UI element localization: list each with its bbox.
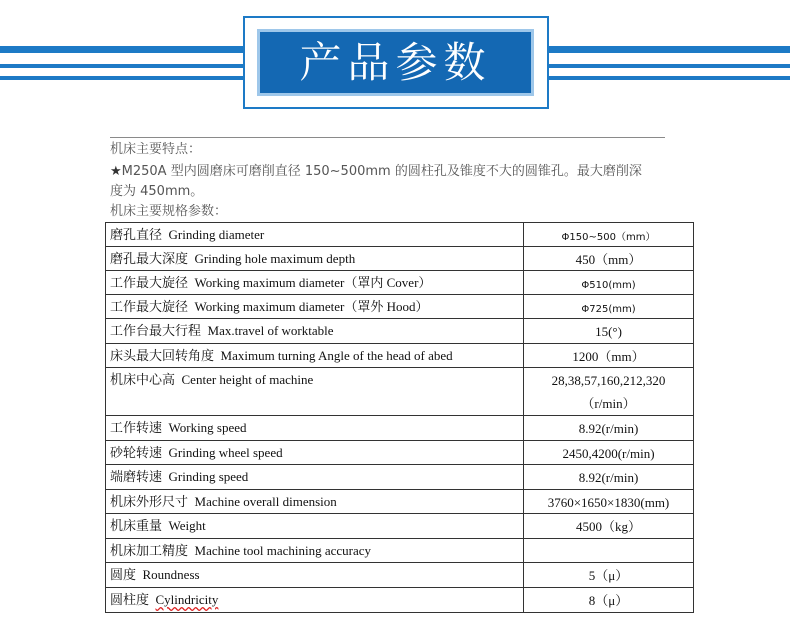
features-heading: 机床主要特点： (110, 142, 202, 157)
spec-value-cell (524, 441, 694, 465)
spec-name-cn: 床头最大回转角度 (110, 348, 215, 363)
spec-value-cell (524, 247, 694, 271)
spec-value: 8.92(r/min) (578, 470, 639, 485)
table-row (106, 271, 694, 295)
spec-name-cell (106, 514, 524, 539)
spec-name-en: Working maximum diameter（罩内 Cover） (194, 275, 432, 290)
table-row (106, 588, 694, 613)
spec-name-en: Center height of machine (181, 372, 314, 387)
star-icon: ★ (110, 164, 122, 179)
table-row (106, 441, 694, 465)
spec-name-cell (106, 223, 524, 247)
spec-value-cell (524, 223, 694, 247)
spec-name-cn: 圆度 (110, 567, 137, 582)
spec-name-en: Working maximum diameter（罩外 Hood） (194, 299, 429, 314)
table-row (106, 539, 694, 563)
table-row (106, 416, 694, 441)
table-row (106, 344, 694, 368)
spec-value: Φ725(mm) (581, 304, 636, 315)
spec-name-cn: 磨孔直径 (110, 227, 163, 242)
spec-name-en: Working speed (168, 420, 247, 435)
spec-value-cell (524, 465, 694, 490)
spec-value: 1200（mm） (572, 349, 645, 364)
spec-name-cell (106, 344, 524, 368)
spec-name-en: Max.travel of worktable (207, 323, 334, 338)
table-row (106, 295, 694, 319)
spec-value-cell (524, 514, 694, 539)
header-banner (0, 0, 790, 120)
features-text-line1: M250A 型内圆磨床可磨削直径 150~500mm 的圆柱孔及锥度不大的圆锥孔。最大磨削深 (121, 164, 642, 179)
spec-value: 2450,4200(r/min) (562, 446, 655, 461)
spec-name-cn: 机床外形尺寸 (110, 494, 189, 509)
spec-value-cell (524, 490, 694, 514)
spec-value: 8.92(r/min) (578, 421, 639, 436)
spec-value: Φ510(mm) (581, 280, 636, 291)
table-row (106, 223, 694, 247)
spec-name-en: Grinding diameter (168, 227, 265, 242)
spec-name-cell (106, 441, 524, 465)
spec-value: 5（μ） (588, 568, 629, 583)
spec-name-en: Grinding hole maximum depth (194, 251, 356, 266)
spec-value: Φ150~500（mm） (561, 232, 656, 243)
spec-name-cell (106, 563, 524, 588)
spec-name-en: Grinding wheel speed (168, 445, 283, 460)
page-title: 产品参数 (257, 29, 534, 96)
table-row (106, 563, 694, 588)
spec-name-cell (106, 490, 524, 514)
spec-name-cn: 机床重量 (110, 518, 163, 533)
spec-name-cn: 工作最大旋径 (110, 275, 189, 290)
table-row (106, 514, 694, 539)
spec-value-unit: （r/min） (581, 396, 636, 411)
table-row (106, 465, 694, 490)
spec-name-cell (106, 295, 524, 319)
spec-name-en: Cylindricity (155, 592, 219, 607)
spec-name-cell (106, 465, 524, 490)
spec-value-cell (524, 295, 694, 319)
spec-value-cell (524, 368, 694, 416)
spec-value: 3760×1650×1830(mm) (547, 495, 670, 510)
spec-name-cn: 工作台最大行程 (110, 323, 202, 338)
spec-value-cell (524, 539, 694, 563)
spec-name-en: Roundness (142, 567, 200, 582)
spec-name-cell (106, 416, 524, 441)
spec-name-en: Maximum turning Angle of the head of abed (220, 348, 453, 363)
features-text-line2: 度为 450mm。 (110, 184, 204, 199)
table-row (106, 319, 694, 344)
table-row (106, 368, 694, 416)
divider-line (110, 137, 665, 138)
spec-value: 15(°) (595, 324, 622, 339)
spec-name-cn: 工作最大旋径 (110, 299, 189, 314)
spec-value-cell (524, 319, 694, 344)
spec-name-cn: 端磨转速 (110, 469, 163, 484)
spec-value: 8（μ） (588, 593, 629, 608)
features-text (110, 163, 690, 180)
spec-value-cell (524, 588, 694, 613)
spec-name-cn: 机床加工精度 (110, 543, 189, 558)
spec-name-cell (106, 368, 524, 416)
spec-table-body (106, 223, 694, 613)
spec-name-en: Weight (168, 518, 206, 533)
spec-table (105, 222, 694, 613)
spec-name-cn: 圆柱度 (110, 592, 150, 607)
spec-value: 4500（kg） (575, 519, 641, 534)
spec-name-en: Grinding speed (168, 469, 249, 484)
spec-value: 28,38,57,160,212,320 (551, 373, 666, 388)
spec-value-cell (524, 563, 694, 588)
spec-name-cn: 工作转速 (110, 420, 163, 435)
spec-value: 450（mm） (575, 252, 642, 267)
table-row (106, 247, 694, 271)
spec-name-en: Machine tool machining accuracy (194, 543, 372, 558)
spec-name-cell (106, 319, 524, 344)
spec-name-cn: 砂轮转速 (110, 445, 163, 460)
spec-name-cn: 磨孔最大深度 (110, 251, 189, 266)
spec-value-cell (524, 344, 694, 368)
spec-value-cell (524, 416, 694, 441)
table-row (106, 490, 694, 514)
spec-name-en: Machine overall dimension (194, 494, 337, 509)
spec-value-cell (524, 271, 694, 295)
spec-name-cell (106, 271, 524, 295)
spec-heading: 机床主要规格参数： (110, 204, 228, 219)
spec-name-cn: 机床中心高 (110, 372, 176, 387)
spec-name-cell (106, 539, 524, 563)
spec-name-cell (106, 247, 524, 271)
spec-name-cell (106, 588, 524, 613)
